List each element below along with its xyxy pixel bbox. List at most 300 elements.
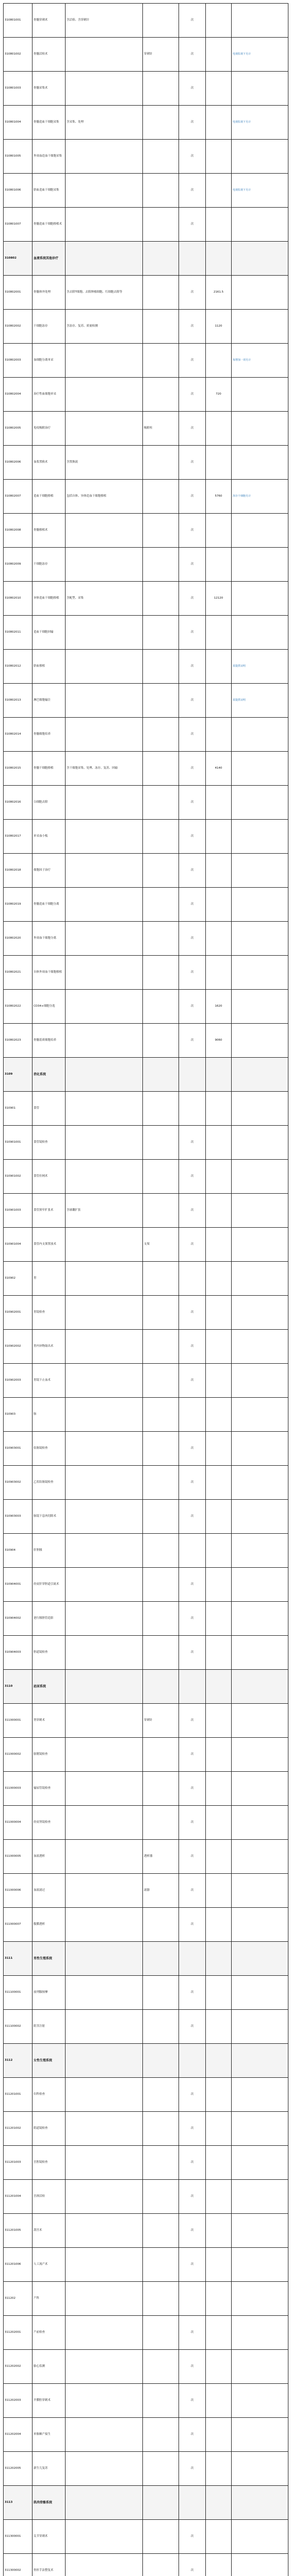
cell-name: 胆道镜检查	[33, 1636, 66, 1670]
cell-name: 食管镜检查	[33, 1126, 66, 1160]
cell-name: 血液透析	[33, 1840, 66, 1874]
cell-price	[206, 344, 232, 378]
cell-name: 腹膜透析	[33, 1908, 66, 1942]
cell-detail	[66, 1024, 143, 1058]
cell-unit: 次	[179, 174, 206, 208]
cell-name: 肾穿刺术	[33, 1704, 66, 1738]
cell-detail	[66, 2486, 143, 2520]
cell-unit: 次	[179, 2350, 206, 2384]
cell-ex	[143, 1976, 179, 2010]
cell-unit: 次	[179, 1636, 206, 1670]
cell-ex	[143, 1670, 179, 1704]
cell-name: 自体外周血干细胞移植	[33, 956, 66, 990]
cell-code: 3110	[4, 1670, 33, 1704]
cell-code: 310903002	[4, 1466, 33, 1500]
cell-unit	[179, 2282, 206, 2316]
cell-detail	[66, 2180, 143, 2214]
cell-unit: 次	[179, 310, 206, 344]
cell-code: 311202001	[4, 2316, 33, 2350]
cell-code: 310802007	[4, 480, 33, 514]
cell-unit: 次	[179, 1160, 206, 1194]
cell-name: 骨髓体外处理	[33, 276, 66, 310]
cell-code: 310802009	[4, 548, 33, 582]
cell-detail: 含采集、处理	[66, 106, 143, 140]
cell-price	[206, 650, 232, 684]
cell-price	[206, 1500, 232, 1534]
cell-code: 310802003	[4, 344, 33, 378]
cell-ex	[143, 888, 179, 922]
cell-detail	[66, 344, 143, 378]
cell-name: 乙状结肠镜检查	[33, 1466, 66, 1500]
cell-unit: 次	[179, 412, 206, 446]
cell-detail	[66, 1466, 143, 1500]
cell-price	[206, 2554, 232, 2576]
cell-ex	[143, 752, 179, 786]
price-table-page	[3, 3, 288, 2576]
cell-note	[232, 1058, 288, 1092]
cell-note	[232, 1364, 288, 1398]
cell-price	[206, 888, 232, 922]
cell-ex	[143, 1262, 179, 1296]
cell-detail: 含配型、采集	[66, 582, 143, 616]
cell-detail	[66, 1670, 143, 1704]
cell-name: 骨髓穿刺术	[33, 4, 66, 38]
cell-unit: 次	[179, 990, 206, 1024]
cell-ex	[143, 1364, 179, 1398]
cell-note	[232, 446, 288, 480]
cell-detail	[66, 820, 143, 854]
cell-unit: 次	[179, 1330, 206, 1364]
cell-code: 3111	[4, 1942, 33, 1976]
cell-name: 前列腺按摩	[33, 1976, 66, 2010]
cell-name: 治疗性血细胞单采	[33, 378, 66, 412]
cell-detail	[66, 1296, 143, 1330]
cell-name: 胎心监测	[33, 2350, 66, 2384]
cell-code: 310802013	[4, 684, 33, 718]
cell-ex	[143, 990, 179, 1024]
table-row	[4, 378, 288, 412]
cell-code: 310904003	[4, 1636, 33, 1670]
cell-detail	[66, 72, 143, 106]
table-row	[4, 854, 288, 888]
cell-note	[232, 2520, 288, 2554]
cell-note	[232, 922, 288, 956]
cell-detail	[66, 1568, 143, 1602]
cell-code: 310901003	[4, 1194, 33, 1228]
cell-name: 骨髓造血干细胞移植术	[33, 208, 66, 242]
cell-name: 骨髓活检术	[33, 38, 66, 72]
cell-code: 310802005	[4, 412, 33, 446]
section-row	[4, 1058, 288, 1092]
cell-detail	[66, 1704, 143, 1738]
cell-price: 12120	[206, 582, 232, 616]
cell-note	[232, 2282, 288, 2316]
cell-name: 骨髓细胞培养	[33, 718, 66, 752]
cell-ex	[143, 854, 179, 888]
cell-unit: 次	[179, 1024, 206, 1058]
cell-detail: 含球囊扩张	[66, 1194, 143, 1228]
cell-detail	[66, 2112, 143, 2146]
cell-name: 经皮肝穿胆道引流术	[33, 1568, 66, 1602]
cell-unit: 次	[179, 1500, 206, 1534]
cell-unit	[179, 1670, 206, 1704]
cell-name: 干细胞冻存	[33, 548, 66, 582]
cell-detail	[66, 548, 143, 582]
cell-name: 造血干细胞移植	[33, 480, 66, 514]
cell-price	[206, 412, 232, 446]
table-row	[4, 2146, 288, 2180]
cell-name: 单采血小板	[33, 820, 66, 854]
cell-name: 血细胞分离单采	[33, 344, 66, 378]
table-row	[4, 106, 288, 140]
cell-ex	[143, 1602, 179, 1636]
cell-detail	[66, 174, 143, 208]
cell-ex	[143, 242, 179, 276]
cell-price	[206, 1126, 232, 1160]
cell-unit: 次	[179, 72, 206, 106]
cell-detail	[66, 1262, 143, 1296]
cell-ex	[143, 2146, 179, 2180]
cell-detail	[66, 990, 143, 1024]
cell-note	[232, 4, 288, 38]
table-row	[4, 446, 288, 480]
cell-name: 食管	[33, 1092, 66, 1126]
cell-name: 血液系统其他诊疗	[33, 242, 66, 276]
cell-note	[232, 1024, 288, 1058]
cell-name: 血液滤过	[33, 1874, 66, 1908]
cell-unit: 次	[179, 1772, 206, 1806]
cell-price	[206, 1976, 232, 2010]
cell-name: 肠	[33, 1398, 66, 1432]
cell-price	[206, 1160, 232, 1194]
cell-name: 造血干细胞回输	[33, 616, 66, 650]
cell-ex	[143, 2384, 179, 2418]
cell-code: 3109	[4, 1058, 33, 1092]
cell-detail	[66, 1228, 143, 1262]
table-row	[4, 2078, 288, 2112]
cell-note	[232, 1840, 288, 1874]
cell-unit: 次	[179, 2010, 206, 2044]
cell-note	[232, 1874, 288, 1908]
cell-ex	[143, 1296, 179, 1330]
cell-name: 免疫吸附治疗	[33, 412, 66, 446]
cell-note: 电视监视下另计	[232, 106, 288, 140]
cell-price	[206, 616, 232, 650]
cell-ex	[143, 2282, 179, 2316]
cell-unit: 次	[179, 956, 206, 990]
cell-name: 食管内支架置放术	[33, 1228, 66, 1262]
cell-note	[232, 1568, 288, 1602]
cell-code: 311202003	[4, 2384, 33, 2418]
cell-price	[206, 1398, 232, 1432]
cell-ex	[143, 1466, 179, 1500]
cell-note	[232, 514, 288, 548]
table-row	[4, 1466, 288, 1500]
cell-unit: 次	[179, 752, 206, 786]
cell-code: 311000007	[4, 1908, 33, 1942]
cell-note	[232, 548, 288, 582]
table-row	[4, 1636, 288, 1670]
cell-code: 310902002	[4, 1330, 33, 1364]
table-row	[4, 480, 288, 514]
cell-note	[232, 2248, 288, 2282]
table-row	[4, 1840, 288, 1874]
cell-ex	[143, 446, 179, 480]
cell-name: 结肠镜检查	[33, 1432, 66, 1466]
cell-note	[232, 956, 288, 990]
cell-name: 妇科检查	[33, 2078, 66, 2112]
cell-price	[206, 1704, 232, 1738]
cell-ex	[143, 174, 179, 208]
table-row	[4, 1738, 288, 1772]
cell-detail	[66, 2078, 143, 2112]
cell-price: 1620	[206, 990, 232, 1024]
cell-ex	[143, 344, 179, 378]
cell-detail	[66, 888, 143, 922]
table-row	[4, 1704, 288, 1738]
cell-price	[206, 2248, 232, 2282]
cell-price	[206, 1092, 232, 1126]
cell-code: 311000002	[4, 1738, 33, 1772]
cell-name: 产科	[33, 2282, 66, 2316]
cell-detail	[66, 2418, 143, 2452]
cell-ex	[143, 1160, 179, 1194]
cell-code: 310802012	[4, 650, 33, 684]
cell-code: 310802011	[4, 616, 33, 650]
cell-detail	[66, 1942, 143, 1976]
cell-code: 310802	[4, 242, 33, 276]
cell-ex	[143, 514, 179, 548]
cell-detail	[66, 956, 143, 990]
cell-ex	[143, 1432, 179, 1466]
cell-name: 男性生殖系统	[33, 1942, 66, 1976]
cell-note	[232, 582, 288, 616]
cell-name: 胃	[33, 1262, 66, 1296]
cell-ex	[143, 2350, 179, 2384]
cell-price	[206, 956, 232, 990]
cell-code: 311201004	[4, 2180, 33, 2214]
cell-code: 310802019	[4, 888, 33, 922]
cell-detail	[66, 2044, 143, 2078]
cell-ex	[143, 1398, 179, 1432]
cell-price	[206, 1296, 232, 1330]
cell-code: 311202002	[4, 2350, 33, 2384]
cell-code: 3113	[4, 2486, 33, 2520]
cell-note	[232, 378, 288, 412]
table-row	[4, 548, 288, 582]
cell-price	[206, 72, 232, 106]
table-row	[4, 1194, 288, 1228]
cell-unit: 次	[179, 480, 206, 514]
cell-ex	[143, 480, 179, 514]
cell-price	[206, 1262, 232, 1296]
cell-detail	[66, 684, 143, 718]
table-row	[4, 2384, 288, 2418]
cell-note	[232, 1398, 288, 1432]
cell-unit: 次	[179, 2554, 206, 2576]
cell-price	[206, 2078, 232, 2112]
cell-unit: 次	[179, 820, 206, 854]
cell-detail	[66, 1602, 143, 1636]
cell-note	[232, 1432, 288, 1466]
cell-unit: 次	[179, 38, 206, 72]
cell-name: 阴茎注射	[33, 2010, 66, 2044]
cell-ex	[143, 2554, 179, 2576]
cell-detail	[66, 718, 143, 752]
cell-price	[206, 38, 232, 72]
cell-unit: 次	[179, 1296, 206, 1330]
cell-ex	[143, 684, 179, 718]
cell-unit	[179, 1398, 206, 1432]
table-row	[4, 1024, 288, 1058]
cell-detail	[66, 1840, 143, 1874]
table-row	[4, 2214, 288, 2248]
cell-note	[232, 854, 288, 888]
cell-code: 310802002	[4, 310, 33, 344]
cell-detail	[66, 2316, 143, 2350]
cell-name: 逆行胰胆管造影	[33, 1602, 66, 1636]
cell-unit: 次	[179, 1806, 206, 1840]
cell-ex: 滤器	[143, 1874, 179, 1908]
cell-note	[232, 1942, 288, 1976]
table-row	[4, 650, 288, 684]
cell-unit: 次	[179, 2316, 206, 2350]
cell-price	[206, 1466, 232, 1500]
cell-code: 310802006	[4, 446, 33, 480]
cell-code: 311100001	[4, 1976, 33, 2010]
cell-price	[206, 1602, 232, 1636]
cell-ex	[143, 548, 179, 582]
table-row	[4, 412, 288, 446]
cell-detail: 包括自体、异体造血干细胞移植	[66, 480, 143, 514]
cell-price: 720	[206, 378, 232, 412]
cell-price	[206, 1330, 232, 1364]
cell-ex	[143, 72, 179, 106]
table-row	[4, 208, 288, 242]
cell-unit: 次	[179, 2452, 206, 2486]
section-row	[4, 242, 288, 276]
cell-unit	[179, 1058, 206, 1092]
cell-note	[232, 208, 288, 242]
cell-code: 310801001	[4, 4, 33, 38]
cell-name: 淋巴细胞输注	[33, 684, 66, 718]
cell-price	[206, 1636, 232, 1670]
cell-ex	[143, 1126, 179, 1160]
cell-detail	[66, 378, 143, 412]
cell-unit: 次	[179, 106, 206, 140]
cell-detail	[66, 412, 143, 446]
cell-code: 311202005	[4, 2452, 33, 2486]
table-row	[4, 922, 288, 956]
cell-detail	[66, 2452, 143, 2486]
cell-unit: 次	[179, 1874, 206, 1908]
cell-code: 310903	[4, 1398, 33, 1432]
cell-ex	[143, 378, 179, 412]
cell-note	[232, 616, 288, 650]
cell-note	[232, 1262, 288, 1296]
cell-code: 310904	[4, 1534, 33, 1568]
cell-note	[232, 1602, 288, 1636]
table-row	[4, 1602, 288, 1636]
cell-price	[206, 106, 232, 140]
cell-name: 刮宫术	[33, 2214, 66, 2248]
cell-ex	[143, 582, 179, 616]
cell-price	[206, 2384, 232, 2418]
cell-ex	[143, 2010, 179, 2044]
table-row	[4, 1806, 288, 1840]
cell-unit: 次	[179, 1194, 206, 1228]
cell-code: 310901004	[4, 1228, 33, 1262]
cell-name: 肠镜下息肉切除术	[33, 1500, 66, 1534]
cell-name: 新生儿复苏	[33, 2452, 66, 2486]
cell-detail: 含冻存、复苏、质量检测	[66, 310, 143, 344]
cell-note: 冻存干细胞另计	[232, 480, 288, 514]
cell-note	[232, 1126, 288, 1160]
cell-detail	[66, 1058, 143, 1092]
cell-code: 310904001	[4, 1568, 33, 1602]
cell-ex	[143, 2214, 179, 2248]
table-row	[4, 1262, 288, 1296]
cell-price	[206, 1058, 232, 1092]
cell-price	[206, 1942, 232, 1976]
cell-name: 经皮肾镜检查	[33, 1806, 66, 1840]
table-row	[4, 344, 288, 378]
cell-price	[206, 2316, 232, 2350]
cell-unit: 次	[179, 2078, 206, 2112]
table-row	[4, 1500, 288, 1534]
cell-price	[206, 2520, 232, 2554]
cell-unit: 次	[179, 1364, 206, 1398]
cell-ex	[143, 1942, 179, 1976]
cell-price	[206, 820, 232, 854]
cell-name: 异体造血干细胞移植	[33, 582, 66, 616]
cell-note	[232, 1738, 288, 1772]
cell-unit: 次	[179, 140, 206, 174]
cell-unit: 次	[179, 616, 206, 650]
cell-name: 产前检查	[33, 2316, 66, 2350]
cell-ex: 穿刺针	[143, 38, 179, 72]
cell-price: 1120	[206, 310, 232, 344]
table-row	[4, 174, 288, 208]
cell-ex	[143, 1500, 179, 1534]
cell-code: 311201001	[4, 2078, 33, 2112]
cell-name: 关节穿刺术	[33, 2520, 66, 2554]
cell-unit: 次	[179, 718, 206, 752]
cell-unit	[179, 1534, 206, 1568]
cell-note	[232, 2316, 288, 2350]
cell-ex	[143, 2044, 179, 2078]
cell-unit: 次	[179, 208, 206, 242]
cell-code: 311000005	[4, 1840, 33, 1874]
cell-detail	[66, 1092, 143, 1126]
table-row	[4, 718, 288, 752]
cell-price	[206, 2044, 232, 2078]
table-row	[4, 1092, 288, 1126]
cell-code: 310801004	[4, 106, 33, 140]
cell-note	[232, 1466, 288, 1500]
cell-name: 胃镜检查	[33, 1296, 66, 1330]
cell-ex	[143, 310, 179, 344]
cell-note	[232, 310, 288, 344]
cell-price	[206, 1874, 232, 1908]
cell-unit: 次	[179, 1228, 206, 1262]
cell-name: 骨折手法整复术	[33, 2554, 66, 2576]
cell-code: 310801005	[4, 140, 33, 174]
cell-ex	[143, 1024, 179, 1058]
table-row	[4, 752, 288, 786]
cell-ex	[143, 4, 179, 38]
cell-unit: 次	[179, 786, 206, 820]
